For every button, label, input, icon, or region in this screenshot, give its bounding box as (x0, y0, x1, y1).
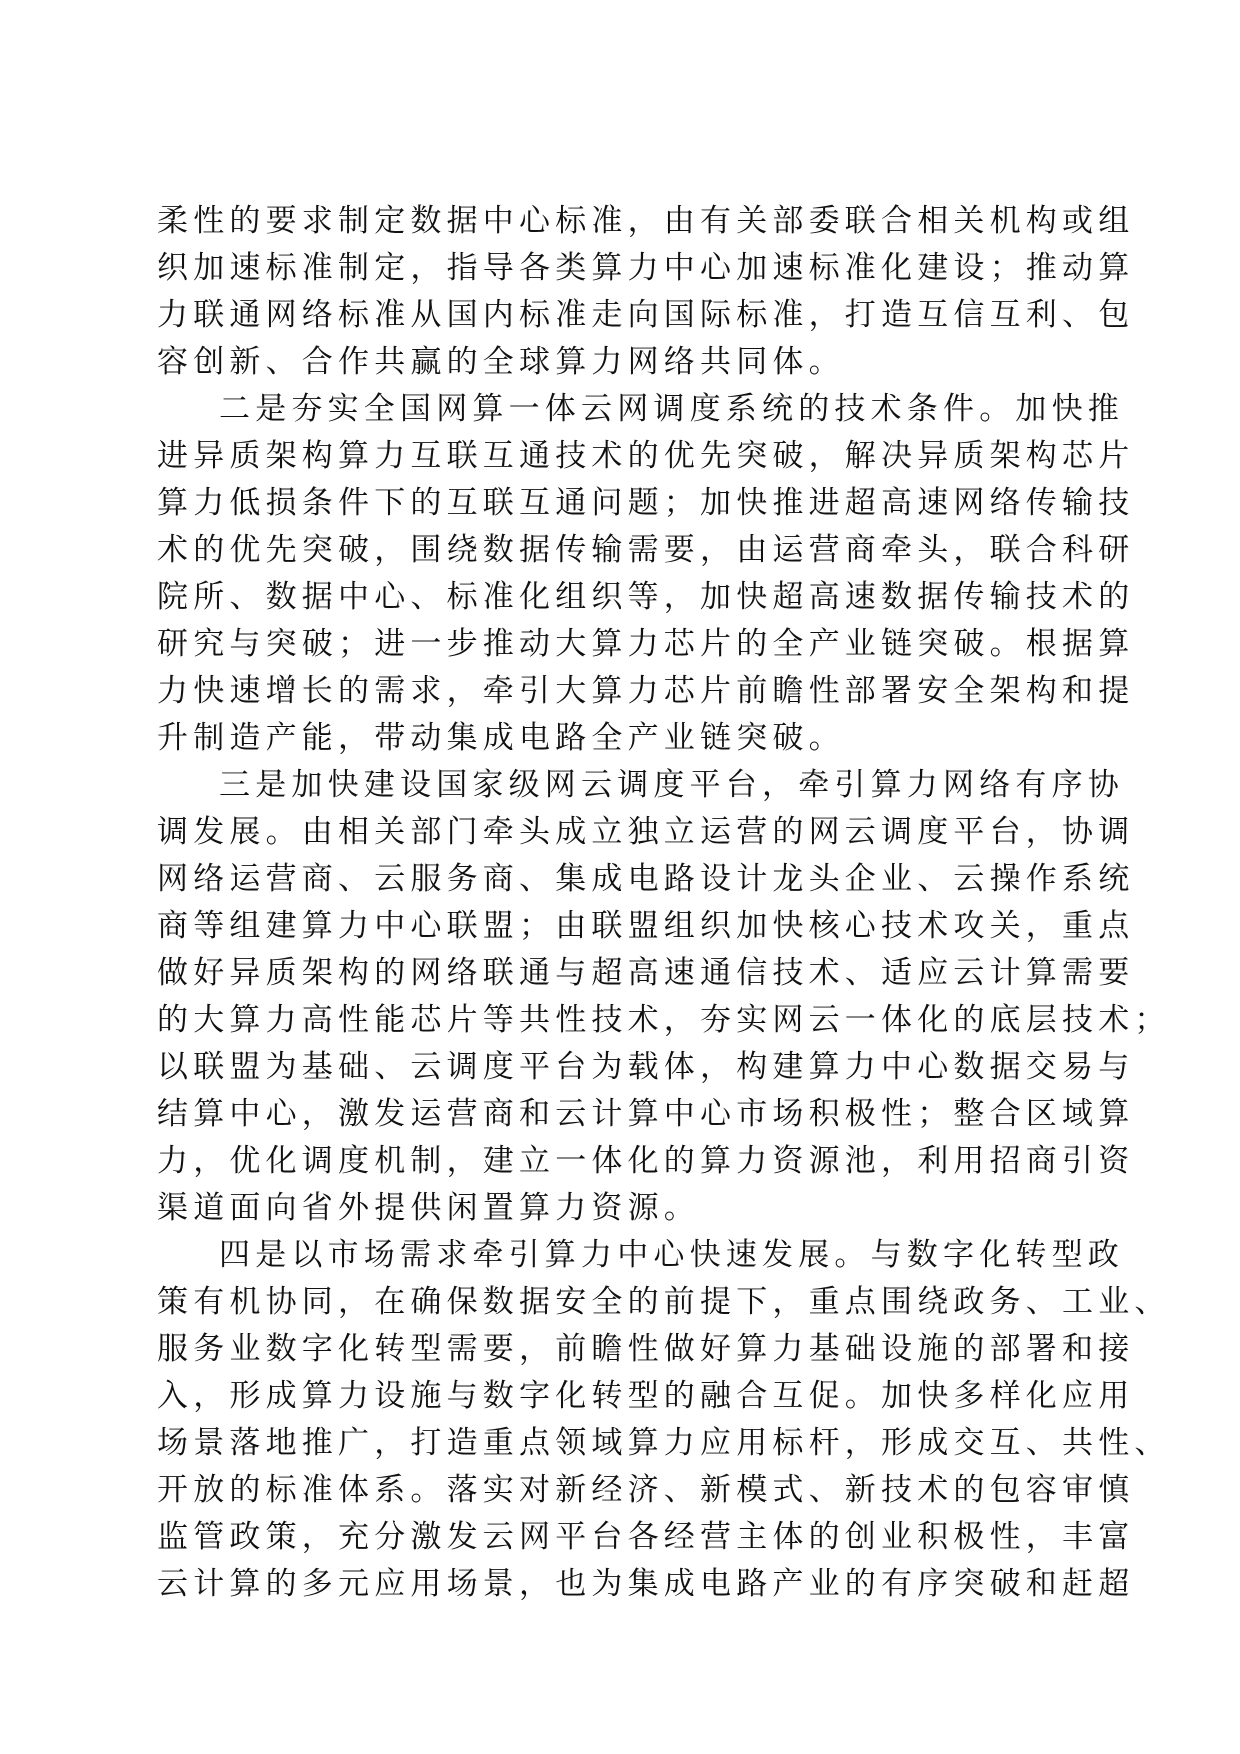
text-line: 容创新、合作共赢的全球算力网络共同体。 (157, 344, 845, 380)
text-line: 力，优化调度机制，建立一体化的算力资源池，利用招商引资 (157, 1143, 1135, 1179)
text-line: 院所、数据中心、标准化组织等，加快超高速数据传输技术的 (157, 579, 1135, 615)
text-line: 做好异质架构的网络联通与超高速通信技术、适应云计算需要 (157, 955, 1135, 991)
text-line: 策有机协同，在确保数据安全的前提下，重点围绕政务、工业、 (157, 1284, 1171, 1320)
text-line: 网络运营商、云服务商、集成电路设计龙头企业、云操作系统 (157, 861, 1135, 897)
text-line: 渠道面向省外提供闲置算力资源。 (157, 1190, 700, 1226)
paragraph (157, 1232, 1171, 1608)
text-line: 调发展。由相关部门牵头成立独立运营的网云调度平台，协调 (157, 814, 1135, 850)
text-line: 二是夯实全国网算一体云网调度系统的技术条件。加快推 (219, 391, 1124, 427)
text-line: 研究与突破；进一步推动大算力芯片的全产业链突破。根据算 (157, 626, 1135, 662)
text-line: 场景落地推广，打造重点领域算力应用标杆，形成交互、共性、 (157, 1425, 1171, 1461)
text-line: 力联通网络标准从国内标准走向国际标准，打造互信互利、包 (157, 297, 1135, 333)
text-line: 监管政策，充分激发云网平台各经营主体的创业积极性，丰富 (157, 1519, 1135, 1555)
text-line: 力快速增长的需求，牵引大算力芯片前瞻性部署安全架构和提 (157, 673, 1135, 709)
text-line: 三是加快建设国家级网云调度平台，牵引算力网络有序协 (219, 767, 1124, 803)
text-line: 结算中心，激发运营商和云计算中心市场积极性；整合区域算 (157, 1096, 1135, 1132)
paragraph (157, 386, 1135, 762)
text-line: 服务业数字化转型需要，前瞻性做好算力基础设施的部署和接 (157, 1331, 1135, 1367)
paragraph (157, 198, 1135, 386)
text-line: 的大算力高性能芯片等共性技术，夯实网云一体化的底层技术； (157, 1002, 1171, 1038)
text-line: 织加速标准制定，指导各类算力中心加速标准化建设；推动算 (157, 250, 1135, 286)
text-line: 开放的标准体系。落实对新经济、新模式、新技术的包容审慎 (157, 1472, 1135, 1508)
text-line: 云计算的多元应用场景，也为集成电路产业的有序突破和赶超 (157, 1566, 1135, 1602)
text-line: 算力低损条件下的互联互通问题；加快推进超高速网络传输技 (157, 485, 1135, 521)
text-line: 升制造产能，带动集成电路全产业链突破。 (157, 720, 845, 756)
text-line: 术的优先突破，围绕数据传输需要，由运营商牵头，联合科研 (157, 532, 1135, 568)
body-text (157, 198, 1171, 1608)
paragraph (157, 762, 1171, 1232)
text-line: 入，形成算力设施与数字化转型的融合互促。加快多样化应用 (157, 1378, 1135, 1414)
text-line: 柔性的要求制定数据中心标准，由有关部委联合相关机构或组 (157, 203, 1135, 239)
text-line: 四是以市场需求牵引算力中心快速发展。与数字化转型政 (219, 1237, 1124, 1273)
text-line: 以联盟为基础、云调度平台为载体，构建算力中心数据交易与 (157, 1049, 1135, 1085)
text-line: 进异质架构算力互联互通技术的优先突破，解决异质架构芯片 (157, 438, 1135, 474)
text-line: 商等组建算力中心联盟；由联盟组织加快核心技术攻关，重点 (157, 908, 1135, 944)
